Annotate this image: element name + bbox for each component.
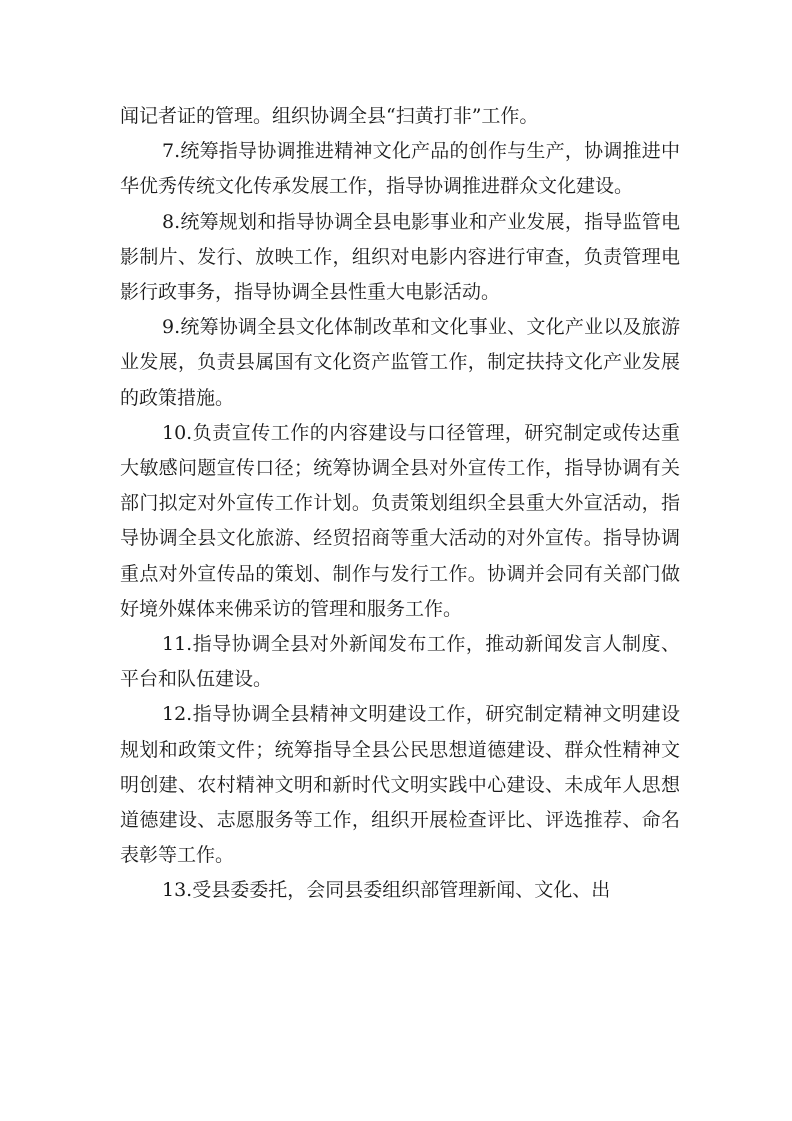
paragraph-item-8: 8.统筹规划和指导协调全县电影事业和产业发展，指导监管电影制片、发行、放映工作，组织对电影内容进行审查，负责管理电影行政事务，指导协调全县性重大电影活动。 (120, 210, 680, 304)
paragraph-item-9: 9.统筹协调全县文化体制改革和文化事业、文化产业以及旅游业发展，负责县属国有文化资产监管工作，制定扶持文化产业发展的政策措施。 (120, 316, 680, 409)
paragraph-item-12: 12.指导协调全县精神文明建设工作，研究制定精神文明建设规划和政策文件；统筹指导全县公民思想道德建设、群众性精神文明创建、农村精神文明和新时代文明实践中心建设、未成年人思想道德建设、志愿服务等工作，组织开展检查评比、评选推荐、命名表彰等工作。 (120, 703, 680, 867)
paragraph-item-11: 11.指导协调全县对外新闻发布工作，推动新闻发言人制度、平台和队伍建设。 (120, 633, 680, 691)
document-body (120, 99, 680, 909)
paragraph-item-10: 10.负责宣传工作的内容建设与口径管理，研究制定或传达重大敏感问题宣传口径；统筹协调全县对外宣传工作，指导协调有关部门拟定对外宣传工作计划。负责策划组织全县重大外宣活动，指导协调全县文化旅游、经贸招商等重大活动的对外宣传。指导协调重点对外宣传品的策划、制作与发行工作。协调并会同有关部门做好境外媒体来佛采访的管理和服务工作。 (120, 421, 680, 620)
paragraph-item-13: 13.受县委委托，会同县委组织部管理新闻、文化、出 (162, 879, 611, 902)
paragraph-continuation: 闻记者证的管理。组织协调全县“扫黄打非”工作。 (120, 105, 539, 127)
paragraph-item-7: 7.统筹指导协调推进精神文化产品的创作与生产，协调推进中华优秀传统文化传承发展工作，指导协调推进群众文化建设。 (120, 140, 680, 198)
